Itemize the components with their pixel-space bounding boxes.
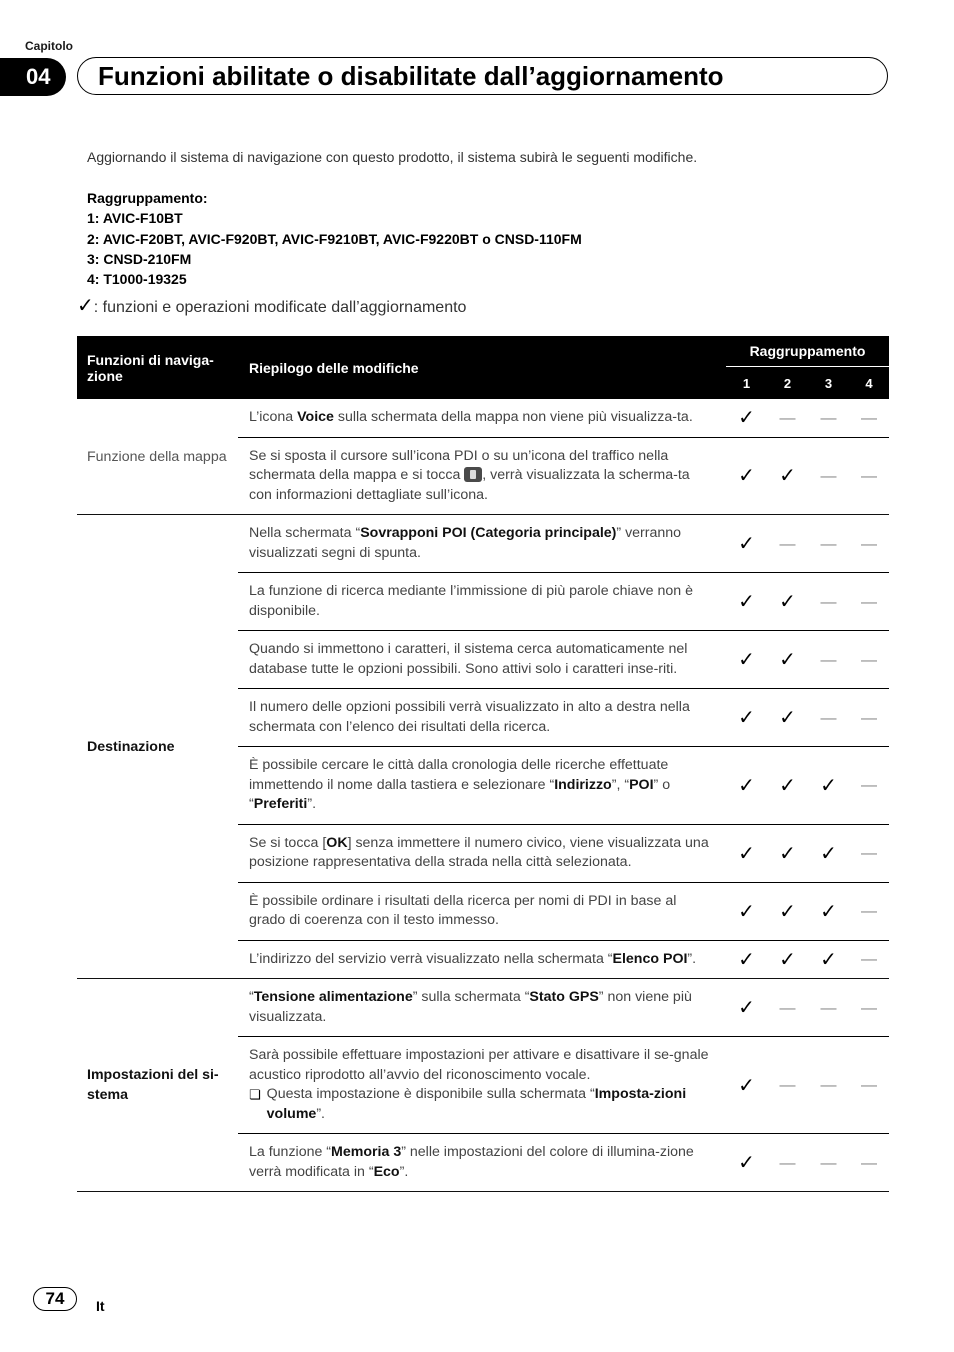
summary-cell — [238, 631, 726, 689]
group-mark-cell — [726, 747, 767, 825]
dash-mark: — — [779, 409, 796, 427]
group-mark-cell — [767, 573, 808, 631]
group-mark-cell — [849, 631, 889, 689]
check-icon: ✓ — [738, 465, 755, 488]
dash-mark: — — [820, 535, 837, 553]
group-mark-cell — [726, 573, 767, 631]
page-title: Funzioni abilitate o disabilitate dall’aggiornamento — [98, 61, 724, 91]
dash-mark: — — [820, 651, 837, 669]
group-item: 1: AVIC-F10BT — [87, 210, 183, 227]
summary-text: La funzione “ — [249, 1144, 332, 1160]
dash-mark: — — [861, 409, 877, 427]
group-mark-cell — [767, 824, 808, 882]
summary-main — [249, 582, 715, 621]
group-mark-cell — [767, 515, 808, 573]
column-header-function: Funzioni di naviga-zione — [77, 336, 238, 399]
summary-text: È possibile cercare le città dalla cronologia delle ricerche effettuate immettendo il nome dalla tastiera e selezionare “ — [249, 757, 669, 793]
column-header-group: Raggruppamento — [726, 336, 889, 367]
summary-main — [249, 1143, 715, 1182]
summary-main — [249, 524, 715, 563]
summary-cell — [238, 437, 726, 515]
summary-cell — [238, 824, 726, 882]
summary-main — [249, 756, 715, 815]
check-icon: ✓ — [820, 948, 837, 971]
group-mark-cell — [849, 747, 889, 825]
summary-cell — [238, 1037, 726, 1134]
summary-main — [249, 988, 715, 1027]
language-code: It — [96, 1298, 105, 1314]
column-header-summary: Riepilogo delle modifiche — [238, 336, 726, 399]
legend — [77, 293, 466, 318]
group-mark-cell — [726, 1037, 767, 1134]
function-name-cell: Destinazione — [77, 515, 238, 979]
dash-mark: — — [820, 409, 837, 427]
check-icon: ✓ — [779, 842, 796, 865]
group-mark-cell — [726, 1134, 767, 1192]
changes-table — [77, 336, 889, 1192]
group-mark-cell — [808, 979, 849, 1037]
legend-text: : funzioni e operazioni modificate dall’aggiornamento — [93, 299, 467, 316]
function-name-cell: Funzione della mappa — [77, 399, 238, 515]
table-row — [77, 979, 889, 1037]
group-mark-cell — [849, 979, 889, 1037]
summary-main — [249, 892, 715, 931]
summary-main — [249, 408, 715, 428]
chapter-label: Capitolo — [25, 39, 73, 53]
check-icon: ✓ — [820, 900, 837, 923]
summary-cell — [238, 689, 726, 747]
dash-mark: — — [861, 651, 877, 669]
summary-text: È possibile ordinare i risultati della ricerca per nomi di PDI in base al grado di coerenza con il testo immesso. — [249, 892, 677, 928]
summary-main — [249, 698, 715, 737]
group-mark-cell — [767, 689, 808, 747]
group-number-header: 3 — [808, 367, 849, 400]
dash-mark: — — [861, 535, 877, 553]
dash-mark: — — [820, 999, 837, 1017]
group-mark-cell — [808, 882, 849, 940]
check-icon: ✓ — [738, 407, 755, 430]
check-icon: ✓ — [779, 465, 796, 488]
group-mark-cell — [849, 399, 889, 437]
group-mark-cell — [808, 689, 849, 747]
group-mark-cell — [849, 940, 889, 979]
group-mark-cell — [767, 940, 808, 979]
summary-text: Quando si immettono i caratteri, il sistema cerca automaticamente nel database tutte le opzioni possibili. Sono attivi solo i caratteri inse-riti. — [249, 641, 688, 677]
bold-term: Sovrapponi POI (Categoria principale) — [360, 525, 617, 541]
summary-main — [249, 834, 715, 873]
groups-list — [87, 188, 582, 289]
summary-cell — [238, 940, 726, 979]
summary-main — [249, 950, 715, 970]
check-icon: ✓ — [738, 1152, 755, 1174]
group-mark-cell — [726, 882, 767, 940]
summary-text: “ — [249, 989, 254, 1005]
summary-text: Se si tocca [ — [249, 834, 327, 851]
dash-mark: — — [861, 777, 877, 795]
summary-text: ”. — [399, 1163, 409, 1180]
group-mark-cell — [849, 1037, 889, 1134]
summary-text: Il numero delle opzioni possibili verrà visualizzato in alto a destra nella schermata con l’elenco dei risultati della ricerca. — [249, 699, 690, 735]
check-icon: ✓ — [820, 774, 837, 797]
group-mark-cell — [808, 437, 849, 515]
bold-term: OK — [326, 834, 348, 851]
summary-main — [249, 447, 715, 506]
group-mark-cell — [726, 515, 767, 573]
group-mark-cell — [726, 940, 767, 979]
note-line — [249, 1085, 715, 1124]
chapter-number-badge: 04 — [0, 58, 66, 96]
bold-term: Stato GPS — [529, 989, 599, 1005]
group-mark-cell — [808, 399, 849, 437]
check-icon: ✓ — [77, 295, 94, 317]
bold-term: Memoria 3 — [331, 1144, 402, 1160]
group-mark-cell — [808, 824, 849, 882]
summary-text: ”. — [687, 950, 697, 967]
group-number-header: 1 — [726, 367, 767, 400]
summary-cell — [238, 882, 726, 940]
bold-term: POI — [629, 776, 654, 793]
summary-text: ”. — [316, 1105, 325, 1122]
check-icon: ✓ — [820, 842, 837, 865]
summary-text: L’indirizzo del servizio verrà visualizzato nella schermata “ — [249, 950, 613, 967]
group-mark-cell — [808, 515, 849, 573]
check-icon: ✓ — [779, 591, 796, 613]
dash-mark: — — [820, 593, 837, 611]
summary-text: , verrà visualizzata la scherma-ta con informazioni dettagliate sull’icona. — [249, 467, 690, 503]
summary-text: ” verranno visualizzati segni di spunta. — [249, 525, 682, 561]
summary-cell — [238, 747, 726, 825]
table-row — [77, 515, 889, 573]
summary-cell — [238, 979, 726, 1037]
check-icon: ✓ — [779, 948, 796, 971]
group-mark-cell — [808, 1037, 849, 1134]
summary-cell — [238, 1134, 726, 1192]
summary-text: Sarà possibile effettuare impostazioni per attivare e disattivare il se-gnale acustico riprodotto all’avvio del riconoscimento vocale. — [249, 1047, 709, 1083]
check-icon: ✓ — [738, 1074, 755, 1097]
summary-text: ”. — [307, 796, 317, 812]
group-mark-cell — [849, 689, 889, 747]
group-item: 4: T1000-19325 — [87, 271, 187, 288]
dash-mark: — — [779, 535, 796, 553]
group-mark-cell — [849, 882, 889, 940]
group-mark-cell — [767, 399, 808, 437]
bold-term: Tensione alimentazione — [253, 989, 413, 1005]
check-icon: ✓ — [738, 707, 755, 729]
check-icon: ✓ — [738, 649, 755, 671]
bold-term: Imposta-zioni volume — [266, 1086, 687, 1122]
group-mark-cell — [767, 747, 808, 825]
summary-text: Questa impostazione è disponibile sulla schermata “ — [266, 1086, 595, 1102]
touch-icon — [464, 467, 482, 482]
check-icon: ✓ — [738, 842, 755, 865]
dash-mark: — — [861, 999, 877, 1017]
summary-main — [249, 640, 715, 679]
group-mark-cell — [808, 573, 849, 631]
group-mark-cell — [767, 1134, 808, 1192]
summary-text: ” nelle impostazioni del colore di illumina-zione verrà modificata in “ — [249, 1144, 694, 1180]
group-mark-cell — [849, 437, 889, 515]
dash-mark: — — [820, 1077, 837, 1094]
check-icon: ✓ — [738, 533, 755, 555]
intro-text: Aggiornando il sistema di navigazione con questo prodotto, il sistema subirà le seguenti modifiche. — [87, 149, 698, 165]
group-mark-cell — [767, 979, 808, 1037]
dash-mark: — — [861, 951, 877, 969]
group-mark-cell — [726, 399, 767, 437]
dash-mark: — — [861, 903, 877, 920]
dash-mark: — — [779, 999, 796, 1017]
summary-cell — [238, 399, 726, 437]
group-item: 2: AVIC-F20BT, AVIC-F920BT, AVIC-F9210BT, AVIC-F9220BT o CNSD-110FM — [87, 230, 582, 247]
table-body — [77, 399, 889, 1192]
bold-term: Voice — [297, 409, 334, 425]
check-icon: ✓ — [779, 707, 796, 729]
group-mark-cell — [767, 437, 808, 515]
dash-mark: — — [820, 1154, 837, 1172]
summary-text: ] senza immettere il numero civico, viene visualizzata una posizione rappresentativa della strada nella città selezionata. — [249, 834, 709, 870]
group-mark-cell — [726, 631, 767, 689]
note-text — [267, 1085, 715, 1124]
group-mark-cell — [808, 631, 849, 689]
summary-text: ” o “ — [249, 776, 671, 812]
bold-term: Preferiti — [253, 796, 308, 812]
dash-mark: — — [779, 1077, 796, 1094]
summary-main — [249, 1046, 715, 1085]
page-number: 74 — [33, 1287, 77, 1311]
summary-text: Nella schermata “ — [249, 525, 361, 541]
group-mark-cell — [849, 573, 889, 631]
group-mark-cell — [849, 824, 889, 882]
group-mark-cell — [767, 631, 808, 689]
group-mark-cell — [767, 1037, 808, 1134]
summary-text: ”, “ — [611, 776, 630, 793]
check-icon: ✓ — [738, 591, 755, 613]
group-mark-cell — [726, 824, 767, 882]
group-mark-cell — [849, 515, 889, 573]
summary-text: ” non viene più visualizzata. — [249, 989, 692, 1025]
group-item: 3: CNSD-210FM — [87, 250, 192, 267]
summary-text: La funzione di ricerca mediante l’immissione di più parole chiave non è disponibile. — [249, 583, 693, 619]
group-mark-cell — [726, 437, 767, 515]
check-icon: ✓ — [779, 774, 796, 797]
group-mark-cell — [808, 1134, 849, 1192]
group-mark-cell — [726, 689, 767, 747]
dash-mark: — — [861, 467, 877, 485]
dash-mark: — — [779, 1154, 796, 1172]
summary-text: L’icona — [249, 409, 298, 425]
group-mark-cell — [767, 882, 808, 940]
group-number-header: 4 — [849, 367, 889, 400]
summary-text: ” sulla schermata “ — [412, 989, 530, 1005]
summary-cell — [238, 515, 726, 573]
bold-term: Eco — [373, 1163, 400, 1180]
summary-text: Se si sposta il cursore sull’icona PDI o su un’icona del traffico nella schermata della mappa e si tocca — [249, 447, 669, 483]
check-icon: ✓ — [738, 997, 755, 1019]
group-mark-cell — [808, 747, 849, 825]
function-name-cell: Impostazioni del si-stema — [77, 979, 238, 1192]
table-row — [77, 399, 889, 437]
dash-mark: — — [861, 1154, 877, 1172]
bold-term: Elenco POI — [612, 950, 688, 967]
note-box-icon: ❏ — [249, 1087, 261, 1102]
group-number-header: 2 — [767, 367, 808, 400]
check-icon: ✓ — [779, 649, 796, 671]
group-mark-cell — [849, 1134, 889, 1192]
groups-heading: Raggruppamento: — [87, 190, 208, 206]
check-icon: ✓ — [738, 774, 755, 797]
dash-mark: — — [861, 593, 877, 611]
dash-mark: — — [820, 467, 837, 485]
summary-text: sulla schermata della mappa non viene più visualizza-ta. — [333, 409, 693, 425]
dash-mark: — — [820, 709, 837, 727]
summary-cell — [238, 573, 726, 631]
check-icon: ✓ — [738, 948, 755, 971]
group-mark-cell — [726, 979, 767, 1037]
check-icon: ✓ — [779, 900, 796, 923]
group-mark-cell — [808, 940, 849, 979]
dash-mark: — — [861, 845, 877, 862]
check-icon: ✓ — [738, 900, 755, 923]
bold-term: Indirizzo — [554, 776, 612, 793]
dash-mark: — — [861, 709, 877, 727]
dash-mark: — — [861, 1077, 877, 1094]
